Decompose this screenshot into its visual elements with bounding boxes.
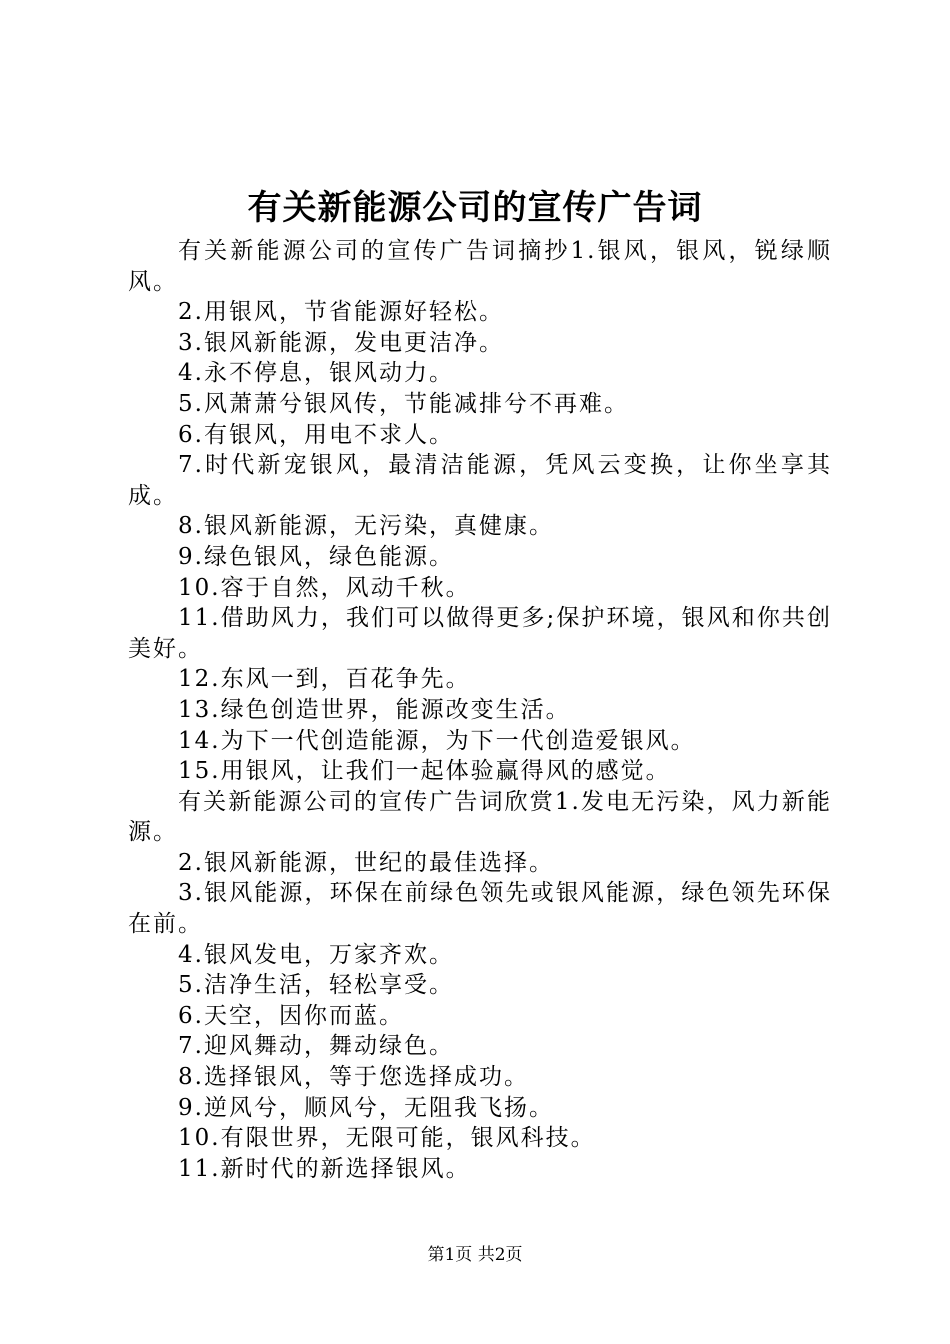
paragraph: 8.选择银风，等于您选择成功。	[178, 1064, 529, 1091]
paragraph: 3.银风新能源，发电更洁净。	[178, 329, 504, 356]
paragraph: 14.为下一代创造能源，为下一代创造爱银风。	[178, 727, 696, 754]
paragraph: 4.永不停息，银风动力。	[178, 360, 454, 387]
paragraph: 6.有银风，用电不求人。	[178, 421, 454, 448]
paragraph: 8.银风新能源，无污染，真健康。	[178, 513, 554, 540]
paragraph: 13.绿色创造世界，能源改变生活。	[178, 696, 571, 723]
paragraph: 10.容于自然，风动千秋。	[178, 574, 471, 601]
paragraph: 2.用银风，节省能源好轻松。	[178, 299, 504, 326]
paragraph: 11.借助风力，我们可以做得更多;保护环境，银风和你共创美好。	[128, 605, 832, 662]
paragraph: 7.时代新宠银风，最清洁能源，凭风云变换，让你坐享其成。	[128, 452, 832, 509]
paragraph: 7.迎风舞动，舞动绿色。	[178, 1033, 454, 1060]
paragraph: 2.银风新能源，世纪的最佳选择。	[178, 849, 554, 876]
paragraph: 有关新能源公司的宣传广告词欣赏1.发电无污染，风力新能源。	[128, 788, 832, 846]
paragraph: 4.银风发电，万家齐欢。	[178, 941, 454, 968]
document-body	[128, 236, 832, 1184]
paragraph: 9.绿色银风，绿色能源。	[178, 543, 454, 570]
paragraph: 有关新能源公司的宣传广告词摘抄1.银风，银风，锐绿顺风。	[128, 238, 832, 295]
paragraph: 11.新时代的新选择银风。	[178, 1155, 471, 1182]
page-number-footer: 第1页 共2页	[427, 1245, 523, 1265]
paragraph: 10.有限世界，无限可能，银风科技。	[178, 1125, 596, 1152]
paragraph: 6.天空，因你而蓝。	[178, 1002, 404, 1029]
paragraph: 5.洁净生活，轻松享受。	[178, 972, 454, 999]
document-title: 有关新能源公司的宣传广告词	[247, 188, 703, 228]
paragraph: 15.用银风，让我们一起体验赢得风的感觉。	[178, 758, 671, 785]
paragraph: 3.银风能源，环保在前绿色领先或银风能源，绿色领先环保在前。	[128, 880, 832, 938]
paragraph: 5.风萧萧兮银风传，节能减排兮不再难。	[178, 390, 629, 417]
paragraph: 12.东风一到，百花争先。	[178, 666, 471, 693]
paragraph: 9.逆风兮，顺风兮，无阻我飞扬。	[178, 1094, 554, 1121]
